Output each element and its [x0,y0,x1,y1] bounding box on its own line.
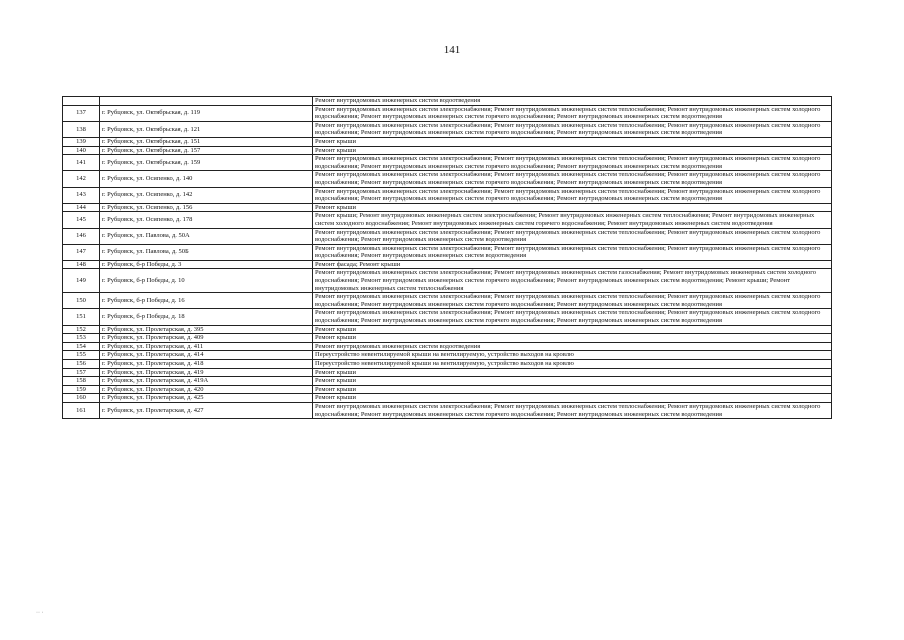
table-row [63,212,832,228]
work-type-cell: Ремонт фасада; Ремонт крыши [313,260,832,269]
table-row [63,155,832,171]
row-number-cell: 150 [63,293,100,309]
row-number-cell: 160 [63,394,100,403]
address-cell: г. Рубцовск, ул. Пролетарская, д. 419 [100,368,313,377]
address-cell: г. Рубцовск, ул. Пролетарская, д. 419А [100,377,313,386]
row-number-cell: 154 [63,342,100,351]
scan-speck: ·· · [36,610,44,616]
address-cell: г. Рубцовск, ул. Осипенко, д. 140 [100,171,313,187]
table-row [63,228,832,244]
row-number-cell: 157 [63,368,100,377]
table-row [63,171,832,187]
work-type-cell: Ремонт внутридомовых инженерных систем электроснабжения; Ремонт внутридомовых инженерных систем теплоснабжения; Ремонт внутридомовых инженерных систем холодного водоснабжения; Ремонт внутридомовых инженерных систем горячего водоснабжения; Ремонт внутридомовых инженерных систем водоотведения [313,171,832,187]
row-number-cell: 143 [63,187,100,203]
address-cell: г. Рубцовск, б-р Победы, д. 3 [100,260,313,269]
address-cell: г. Рубцовск, ул. Октябрьская, д. 159 [100,155,313,171]
table-row [63,368,832,377]
work-type-cell: Ремонт внутридомовых инженерных систем водоотведения [313,342,832,351]
address-cell: г. Рубцовск, ул. Пролетарская, д. 420 [100,385,313,394]
address-cell: г. Рубцовск, ул. Осипенко, д. 156 [100,203,313,212]
work-type-cell: Ремонт внутридомовых инженерных систем электроснабжения; Ремонт внутридомовых инженерных систем теплоснабжения; Ремонт внутридомовых инженерных систем холодного водоснабжения; Ремонт внутридомовых инженерных систем водоотведения [313,228,832,244]
address-cell [100,97,313,106]
table-row [63,137,832,146]
work-type-cell: Ремонт крыши [313,203,832,212]
address-cell: г. Рубцовск, ул. Пролетарская, д. 414 [100,351,313,360]
work-type-cell: Ремонт внутридомовых инженерных систем электроснабжения; Ремонт внутридомовых инженерных систем теплоснабжения; Ремонт внутридомовых инженерных систем холодного водоснабжения; Ремонт внутридомовых инженерных систем горячего водоснабжения; Ремонт внутридомовых инженерных систем водоотведения [313,105,832,121]
work-type-cell: Переустройство невентилируемой крыши на вентилируемую, устройство выходов на кровлю [313,360,832,369]
table-row [63,394,832,403]
address-cell: г. Рубцовск, ул. Пролетарская, д. 395 [100,325,313,334]
table-row [63,97,832,106]
row-number-cell: 140 [63,146,100,155]
address-cell: г. Рубцовск, ул. Пролетарская, д. 427 [100,402,313,418]
address-cell: г. Рубцовск, ул. Павлова, д. 50А [100,228,313,244]
address-cell: г. Рубцовск, ул. Пролетарская, д. 409 [100,334,313,343]
table-row [63,385,832,394]
row-number-cell: 149 [63,269,100,293]
address-cell: г. Рубцовск, б-р Победы, д. 10 [100,269,313,293]
work-type-cell: Ремонт внутридомовых инженерных систем электроснабжения; Ремонт внутридомовых инженерных систем теплоснабжения; Ремонт внутридомовых инженерных систем холодного водоснабжения; Ремонт внутридомовых инженерных систем горячего водоснабжения; Ремонт внутридомовых инженерных систем водоотведения [313,309,832,325]
address-cell: г. Рубцовск, ул. Пролетарская, д. 425 [100,394,313,403]
table-row [63,293,832,309]
row-number-cell: 151 [63,309,100,325]
table-row [63,146,832,155]
address-cell: г. Рубцовск, ул. Октябрьская, д. 121 [100,121,313,137]
address-cell: г. Рубцовск, ул. Осипенко, д. 178 [100,212,313,228]
row-number-cell: 152 [63,325,100,334]
address-cell: г. Рубцовск, ул. Осипенко, д. 142 [100,187,313,203]
row-number-cell: 161 [63,402,100,418]
table-row [63,260,832,269]
table-row [63,377,832,386]
work-type-cell: Ремонт крыши [313,334,832,343]
table-row [63,269,832,293]
row-number-cell: 145 [63,212,100,228]
address-cell: г. Рубцовск, б-р Победы, д. 18 [100,309,313,325]
table-row [63,402,832,418]
row-number-cell [63,97,100,106]
address-cell: г. Рубцовск, ул. Павлова, д. 50Б [100,244,313,260]
row-number-cell: 156 [63,360,100,369]
address-cell: г. Рубцовск, ул. Октябрьская, д. 151 [100,137,313,146]
work-type-cell: Ремонт внутридомовых инженерных систем электроснабжения; Ремонт внутридомовых инженерных систем теплоснабжения; Ремонт внутридомовых инженерных систем холодного водоснабжения; Ремонт внутридомовых инженерных систем горячего водоснабжения; Ремонт внутридомовых инженерных систем водоотведения [313,293,832,309]
work-type-cell: Ремонт крыши [313,368,832,377]
address-cell: г. Рубцовск, б-р Победы, д. 16 [100,293,313,309]
work-type-cell: Ремонт внутридомовых инженерных систем электроснабжения; Ремонт внутридомовых инженерных систем теплоснабжения; Ремонт внутридомовых инженерных систем холодного водоснабжения; Ремонт внутридомовых инженерных систем горячего водоснабжения; Ремонт внутридомовых инженерных систем водоотведения [313,155,832,171]
work-type-cell: Ремонт крыши [313,385,832,394]
work-type-cell: Ремонт крыши; Ремонт внутридомовых инженерных систем электроснабжения; Ремонт внутридомовых инженерных систем теплоснабжения; Ремонт внутридомовых инженерных систем холодного водоснабжения; Ремонт внутридомовых инженерных систем горячего водоснабжения; Ремонт внутридомовых инженерных систем водоотведения [313,212,832,228]
row-number-cell: 147 [63,244,100,260]
repair-schedule-table [62,96,832,419]
row-number-cell: 155 [63,351,100,360]
table-row [63,342,832,351]
work-type-cell: Ремонт крыши [313,137,832,146]
table-row [63,244,832,260]
row-number-cell: 141 [63,155,100,171]
row-number-cell: 137 [63,105,100,121]
work-type-cell: Ремонт крыши [313,146,832,155]
row-number-cell: 142 [63,171,100,187]
work-type-cell: Ремонт внутридомовых инженерных систем электроснабжения; Ремонт внутридомовых инженерных систем газоснабжения; Ремонт внутридомовых инженерных систем холодного водоснабжения; Ремонт внутридомовых инженерных систем горячего водоснабжения; Ремонт внутридомовых инженерных систем водоотведения; Ремонт крыши; Ремонт внутридомовых инженерных систем теплоснабжения [313,269,832,293]
row-number-cell: 148 [63,260,100,269]
work-type-cell: Ремонт крыши [313,377,832,386]
row-number-cell: 146 [63,228,100,244]
table-row [63,309,832,325]
work-type-cell: Ремонт внутридомовых инженерных систем электроснабжения; Ремонт внутридомовых инженерных систем теплоснабжения; Ремонт внутридомовых инженерных систем холодного водоснабжения; Ремонт внутридомовых инженерных систем водоотведения [313,244,832,260]
work-type-cell: Переустройство невентилируемой крыши на вентилируемую, устройство выходов на кровлю [313,351,832,360]
work-type-cell: Ремонт внутридомовых инженерных систем водоотведения [313,97,832,106]
row-number-cell: 138 [63,121,100,137]
table-row [63,121,832,137]
table-body [63,97,832,419]
table-row [63,360,832,369]
row-number-cell: 144 [63,203,100,212]
address-cell: г. Рубцовск, ул. Пролетарская, д. 411 [100,342,313,351]
table-row [63,203,832,212]
work-type-cell: Ремонт внутридомовых инженерных систем электроснабжения; Ремонт внутридомовых инженерных систем теплоснабжения; Ремонт внутридомовых инженерных систем холодного водоснабжения; Ремонт внутридомовых инженерных систем горячего водоснабжения; Ремонт внутридомовых инженерных систем водоотведения [313,187,832,203]
row-number-cell: 139 [63,137,100,146]
work-type-cell: Ремонт крыши [313,325,832,334]
table-row [63,334,832,343]
table-row [63,325,832,334]
work-type-cell: Ремонт крыши [313,394,832,403]
row-number-cell: 158 [63,377,100,386]
row-number-cell: 153 [63,334,100,343]
table-row [63,351,832,360]
work-type-cell: Ремонт внутридомовых инженерных систем электроснабжения; Ремонт внутридомовых инженерных систем теплоснабжения; Ремонт внутридомовых инженерных систем холодного водоснабжения; Ремонт внутридомовых инженерных систем горячего водоснабжения; Ремонт внутридомовых инженерных систем водоотведения [313,121,832,137]
page-number: 141 [443,44,461,56]
row-number-cell: 159 [63,385,100,394]
address-cell: г. Рубцовск, ул. Пролетарская, д. 418 [100,360,313,369]
table-row [63,105,832,121]
address-cell: г. Рубцовск, ул. Октябрьская, д. 157 [100,146,313,155]
work-type-cell: Ремонт внутридомовых инженерных систем электроснабжения; Ремонт внутридомовых инженерных систем теплоснабжения; Ремонт внутридомовых инженерных систем холодного водоснабжения; Ремонт внутридомовых инженерных систем горячего водоснабжения; Ремонт внутридомовых инженерных систем водоотведения [313,402,832,418]
table-row [63,187,832,203]
address-cell: г. Рубцовск, ул. Октябрьская, д. 119 [100,105,313,121]
